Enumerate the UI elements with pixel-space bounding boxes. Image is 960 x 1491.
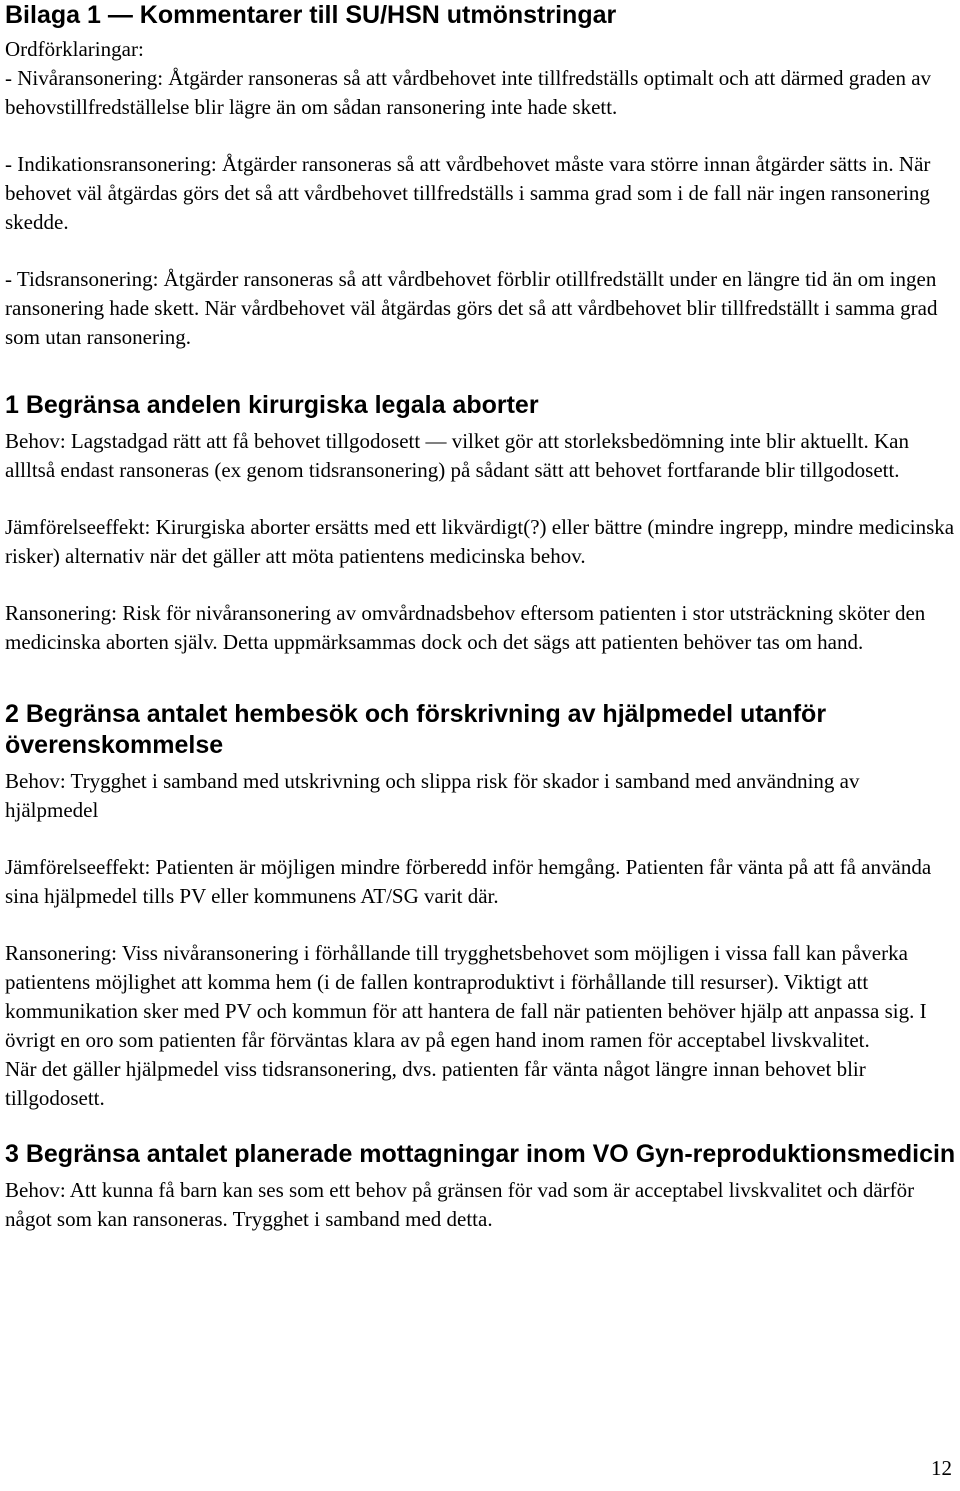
section-3-heading: 3 Begränsa antalet planerade mottagningar inom VO Gyn-reproduktionsmedicin xyxy=(5,1140,956,1168)
document-page xyxy=(5,0,957,1234)
section-2-jamforelseeffekt: Jämförelseeffekt: Patienten är möjligen mindre förberedd inför hemgång. Patienten får vänta på att få använda sina hjälpmedel tills PV eller kommunens AT/SG varit där. xyxy=(5,855,932,908)
section-2-ransonering: Ransonering: Viss nivåransonering i förhållande till trygghetsbehovet som möjligen i vissa fall kan påverka patientens möjlighet att komma hem (i de fallen kontraproduktivt i förhållande till resurser). Viktigt att kommunikation sker med PV och kommun för att hantera de fall när patienten behöver hjälp att anpassa sig. I övrigt en oro som patienten får förväntas klara av på egen hand inom ramen för acceptabel livskvalitet. xyxy=(5,941,927,1052)
section-2-hjalpmedel-note: När det gäller hjälpmedel viss tidsransonering, dvs. patienten får vänta något längre innan behovet blir tillgodosett. xyxy=(5,1057,866,1110)
section-1-heading: 1 Begränsa andelen kirurgiska legala aborter xyxy=(5,391,539,419)
section-2-heading: 2 Begränsa antalet hembesök och förskrivning av hjälpmedel utanför överenskommelse xyxy=(5,700,827,759)
section-1-jamforelseeffekt: Jämförelseeffekt: Kirurgiska aborter ersätts med ett likvärdigt(?) eller bättre (mindre ingrepp, mindre medicinska risker) alternativ när det gäller att möta patientens medicinska behov. xyxy=(5,515,955,568)
definition-tidsransonering: - Tidsransonering: Åtgärder ransoneras så att vårdbehovet förblir otillfredställt under en längre tid än om ingen ransonering hade skett. När vårdbehovet väl åtgärdas görs det så att vårdbehovet blir tillfredställt i samma grad som utan ransonering. xyxy=(5,267,938,349)
page-number: 12 xyxy=(931,1456,952,1480)
section-3-behov: Behov: Att kunna få barn kan ses som ett behov på gränsen för vad som är acceptabel livskvalitet och därför något som kan ransoneras. Trygghet i samband med detta. xyxy=(5,1178,915,1231)
document-title: Bilaga 1 — Kommentarer till SU/HSN utmönstringar xyxy=(5,1,617,29)
section-2-behov: Behov: Trygghet i samband med utskrivning och slippa risk för skador i samband med användning av hjälpmedel xyxy=(5,769,860,822)
definition-indikationsransonering: - Indikationsransonering: Åtgärder ransoneras så att vårdbehovet måste vara större innan åtgärder sätts in. När behovet väl åtgärdas görs det så att vårdbehovet tillfredställs i samma grad som i de fall när ingen ransonering skedde. xyxy=(5,152,931,234)
section-1-ransonering: Ransonering: Risk för nivåransonering av omvårdnadsbehov eftersom patienten i stor utsträckning sköter den medicinska aborten själv. Detta uppmärksammas dock och det sägs att patienten behöver tas om hand. xyxy=(5,601,926,654)
definitions-heading: Ordförklaringar: xyxy=(5,37,144,61)
section-1-behov: Behov: Lagstadgad rätt att få behovet tillgodosett — vilket gör att storleksbedömning inte blir aktuellt. Kan allltså endast ransoneras (ex genom tidsransonering) på sådant sätt att behovet fortfarande blir tillgodosett. xyxy=(5,429,909,482)
definition-nivaransonering: - Nivåransonering: Åtgärder ransoneras så att vårdbehovet inte tillfredställs optimalt och att därmed graden av behovstillfredställelse blir lägre än om sådan ransonering inte hade skett. xyxy=(5,66,932,119)
